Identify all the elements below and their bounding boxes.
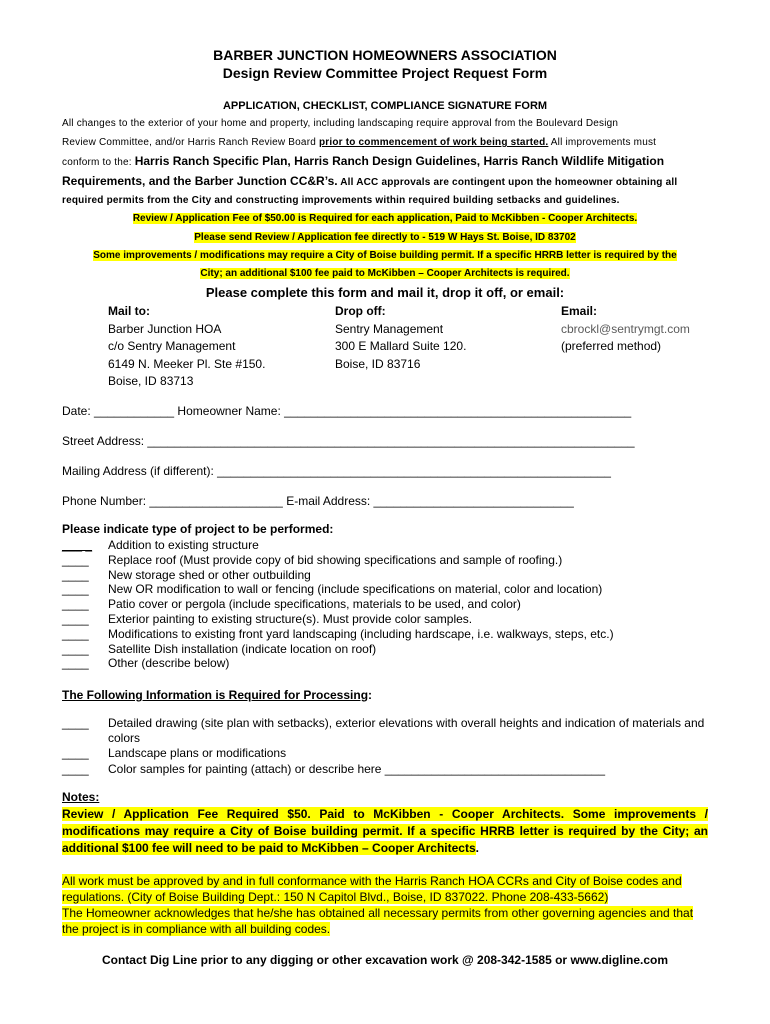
email-label: Email: bbox=[561, 304, 598, 318]
street-address-field[interactable]: Street Address: _________________________________________________________________________ bbox=[62, 434, 635, 448]
project-type-label: New storage shed or other outbuilding bbox=[108, 567, 311, 582]
intro-line-1: All changes to the exterior of your home and property, including landscaping require approval from the Boulevard Design bbox=[62, 118, 619, 129]
intro-line-3 bbox=[62, 155, 712, 169]
conformance-text bbox=[62, 873, 708, 937]
required-item-drawing[interactable] bbox=[62, 716, 722, 746]
project-type-item[interactable] bbox=[62, 553, 562, 568]
checkbox-blank[interactable]: ____ bbox=[62, 626, 89, 641]
mail-line: 6149 N. Meeker Pl. Ste #150. bbox=[108, 356, 266, 371]
required-item-text: Color samples for painting (attach) or describe here _________________________________ bbox=[108, 762, 606, 776]
permit-notice-text: Some improvements / modifications may require a City of Boise building permit. If a specific HRRB letter is required by the bbox=[93, 250, 677, 261]
permit-notice-text: City; an additional $100 fee paid to McKibben – Cooper Architects is required. bbox=[200, 268, 570, 279]
submit-heading: Please complete this form and mail it, drop it off, or email: bbox=[205, 285, 565, 300]
intro-line-5: required permits from the City and constructing improvements within required building setbacks and guidelines. bbox=[62, 195, 620, 206]
conformance-highlight: All work must be approved by and in full conformance with the Harris Ranch HOA CCRs and City of Boise codes and regulations. (City of Boise Building Dept.: 150 N Capitol Blvd., Boise, ID 837022. Phone 208-433-5662) bbox=[62, 874, 682, 904]
checkbox-blank[interactable]: ____ bbox=[62, 762, 89, 776]
drop-off-label: Drop off: bbox=[335, 304, 386, 318]
project-type-label: Replace roof (Must provide copy of bid showing specifications and sample of roofing.) bbox=[108, 552, 563, 567]
project-type-label: New OR modification to wall or fencing (include specifications on material, color and location) bbox=[108, 582, 603, 597]
hoa-title: BARBER JUNCTION HOMEOWNERS ASSOCIATION bbox=[213, 47, 557, 63]
phone-email-field[interactable]: Phone Number: ____________________ E-mail Address: ______________________________ bbox=[62, 494, 574, 508]
project-type-label: Satellite Dish installation (indicate location on roof) bbox=[108, 641, 377, 656]
project-type-item[interactable] bbox=[62, 582, 602, 597]
project-type-item[interactable] bbox=[62, 597, 521, 612]
mail-line: c/o Sentry Management bbox=[108, 339, 236, 353]
checkbox-blank[interactable]: ____ bbox=[62, 656, 89, 671]
permit-notice-2 bbox=[0, 267, 770, 280]
checkbox-blank[interactable]: ____ bbox=[62, 746, 89, 760]
mailing-address-field[interactable]: Mailing Address (if different): ___________________________________________________________ bbox=[62, 464, 611, 478]
mail-to-block bbox=[108, 303, 265, 391]
intro-ccrs: Requirements, and the Barber Junction CC&R’s. bbox=[62, 174, 338, 188]
date-homeowner-field[interactable]: Date: ____________ Homeowner Name: ____________________________________________________ bbox=[62, 404, 632, 418]
notes-body bbox=[62, 806, 708, 857]
intro-plans: Harris Ranch Specific Plan, Harris Ranch Design Guidelines, Harris Ranch Wildlife Mitigation bbox=[134, 154, 665, 168]
intro-contingent: All ACC approvals are contingent upon the homeowner obtaining all bbox=[337, 177, 678, 188]
project-type-label: Other (describe below) bbox=[108, 656, 230, 671]
intro-emphasis: prior to commencement of work being started. bbox=[318, 137, 549, 148]
project-type-label: Exterior painting to existing structure(s). Must provide color samples. bbox=[108, 612, 473, 626]
notes-period: . bbox=[475, 841, 479, 855]
required-item-text: Landscape plans or modifications bbox=[108, 746, 287, 760]
checkbox-blank[interactable]: ____ bbox=[62, 716, 89, 730]
send-fee-notice bbox=[0, 231, 770, 244]
required-info-colon: : bbox=[368, 688, 373, 702]
required-info-heading bbox=[62, 688, 372, 703]
project-type-label: Patio cover or pergola (include specifications, materials to be used, and color) bbox=[108, 597, 521, 612]
checkbox-blank[interactable]: ____ bbox=[62, 582, 89, 597]
acknowledge-highlight: The Homeowner acknowledges that he/she has obtained all necessary permits from other governing agencies and that the project is in compliance with all building codes. bbox=[62, 906, 694, 936]
checkbox-blank[interactable]: ____ bbox=[62, 641, 89, 656]
project-type-item[interactable] bbox=[62, 642, 376, 657]
form-heading: APPLICATION, CHECKLIST, COMPLIANCE SIGNATURE FORM bbox=[222, 100, 548, 112]
send-fee-text: Please send Review / Application fee directly to - 519 W Hays St. Boise, ID 83702 bbox=[194, 232, 576, 243]
project-type-item[interactable] bbox=[62, 538, 259, 553]
checkbox-blank[interactable]: ____ bbox=[62, 552, 89, 567]
mail-line: Barber Junction HOA bbox=[108, 321, 222, 336]
fee-notice-text: Review / Application Fee of $50.00 is Required for each application, Paid to McKibben - Cooper Architects. bbox=[132, 213, 638, 224]
drop-off-line: Boise, ID 83716 bbox=[335, 356, 421, 371]
permit-notice-1 bbox=[0, 249, 770, 262]
checkbox-blank[interactable]: ____ bbox=[62, 567, 89, 582]
project-type-label: Modifications to existing front yard landscaping (including hardscape, i.e. walkways, steps, etc.) bbox=[108, 626, 614, 641]
project-type-label: Addition to existing structure bbox=[108, 538, 259, 552]
required-item-landscape[interactable] bbox=[62, 746, 722, 761]
intro-text: conform to the: bbox=[62, 157, 135, 168]
project-type-item[interactable] bbox=[62, 612, 472, 627]
intro-text: All improvements must bbox=[548, 137, 657, 148]
dig-line-notice: Contact Dig Line prior to any digging or other excavation work @ 208-342-1585 or www.digline.com bbox=[101, 953, 669, 967]
project-type-item[interactable] bbox=[62, 568, 311, 583]
notes-highlight: Review / Application Fee Required $50. Paid to McKibben - Cooper Architects. Some improvements / modifications may require a City of Boise building permit. If a specific HRRB letter is required by the City; an additional $100 fee will need to be paid to McKibben – Cooper Architects bbox=[62, 807, 708, 855]
project-type-heading: Please indicate type of project to be performed: bbox=[62, 522, 334, 536]
drop-off-line: Sentry Management bbox=[335, 321, 444, 336]
email-preferred-note: (preferred method) bbox=[561, 339, 662, 353]
mail-line: Boise, ID 83713 bbox=[108, 374, 194, 388]
required-item-color[interactable] bbox=[62, 762, 722, 777]
checkbox-blank[interactable]: ___ _ bbox=[62, 538, 93, 552]
drop-off-block bbox=[335, 303, 466, 373]
required-item-text: Detailed drawing (site plan with setbacks), exterior elevations with overall heights and indication of materials and colors bbox=[108, 716, 705, 745]
checkbox-blank[interactable]: ____ bbox=[62, 597, 89, 612]
mail-to-label: Mail to: bbox=[108, 304, 150, 318]
email-block bbox=[561, 303, 690, 356]
form-subtitle: Design Review Committee Project Request Form bbox=[222, 65, 548, 81]
fee-notice bbox=[0, 212, 770, 225]
intro-line-2 bbox=[62, 136, 712, 149]
notes-label: Notes: bbox=[62, 790, 100, 804]
project-type-item[interactable] bbox=[62, 627, 614, 642]
drop-off-line: 300 E Mallard Suite 120. bbox=[335, 339, 467, 353]
required-info-title: The Following Information is Required for Processing bbox=[62, 688, 369, 702]
email-address-link[interactable]: cbrockl@sentrymgt.com bbox=[561, 321, 690, 336]
checkbox-blank[interactable]: ____ bbox=[62, 612, 89, 626]
project-type-item[interactable] bbox=[62, 656, 229, 671]
intro-line-4 bbox=[62, 175, 712, 189]
intro-text: Review Committee, and/or Harris Ranch Review Board bbox=[62, 137, 319, 148]
